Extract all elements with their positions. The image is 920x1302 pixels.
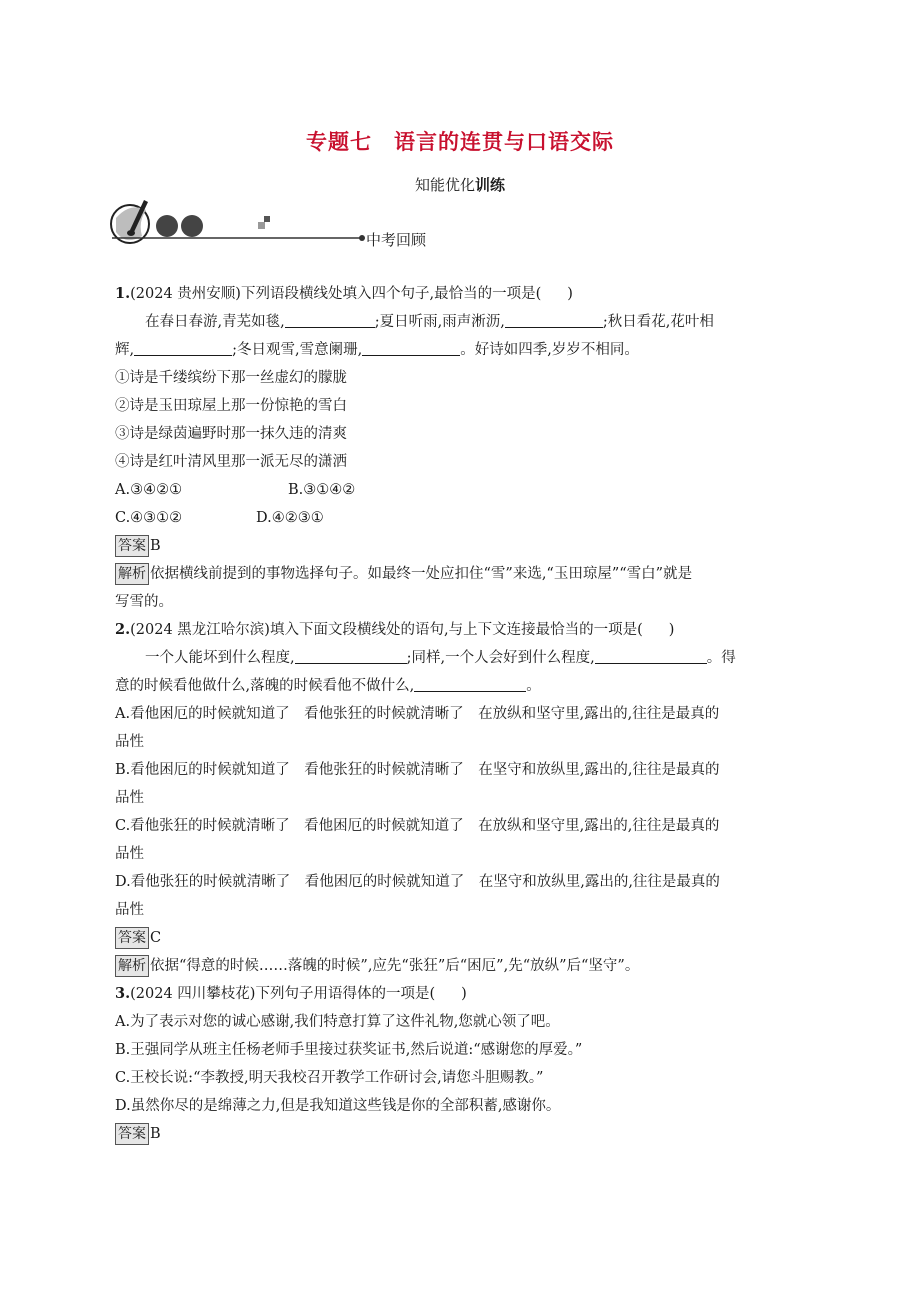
answer-blank[interactable] bbox=[134, 339, 232, 356]
q1-stem-close: ) bbox=[567, 286, 573, 302]
q3-stem bbox=[115, 980, 805, 1008]
q1-item: ④诗是红叶清风里那一派无尽的潇洒 bbox=[115, 454, 347, 470]
q2-option-d[interactable]: D.看他张狂的时候就清晰了 看他困厄的时候就知道了 在坚守和放纵里,露出的,往往是最真的 bbox=[115, 874, 720, 890]
banner-dot-1 bbox=[156, 215, 178, 237]
banner-square-light bbox=[258, 222, 265, 229]
q2-option-b[interactable]: B.看他困厄的时候就知道了 看他张狂的时候就清晰了 在坚守和放纵里,露出的,往往是最真的 bbox=[115, 762, 720, 778]
answer-blank[interactable] bbox=[595, 647, 707, 664]
q2-stem-close: ) bbox=[668, 622, 675, 638]
q2-passage-part: 。 bbox=[526, 678, 541, 694]
brush-tip bbox=[127, 230, 135, 236]
q2-option-tail: 品性 bbox=[115, 902, 144, 918]
q3-option-a[interactable]: A.为了表示对您的诚心感谢,我们特意打算了这件礼物,您就心领了吧。 bbox=[115, 1014, 560, 1030]
answer-tag: 答案 bbox=[115, 535, 149, 557]
q1-option-d[interactable]: D.④②③① bbox=[256, 510, 324, 526]
q1-option-c[interactable]: C.④③①② bbox=[115, 510, 183, 526]
answer-tag: 答案 bbox=[115, 927, 149, 949]
q3-option-d[interactable]: D.虽然你尽的是绵薄之力,但是我知道这些钱是你的全部积蓄,感谢你。 bbox=[115, 1098, 561, 1114]
q2-passage-part: 一个人能坏到什么程度, bbox=[145, 650, 295, 666]
page-title: 专题七 语言的连贯与口语交际 bbox=[306, 130, 614, 154]
answer-blank[interactable] bbox=[362, 339, 460, 356]
q3-option-c[interactable]: C.王校长说:“李教授,明天我校召开教学工作研讨会,请您斗胆赐教。” bbox=[115, 1070, 544, 1086]
q2-option-tail: 品性 bbox=[115, 846, 144, 862]
answer-blank[interactable] bbox=[505, 311, 603, 328]
q3-stem-close: ) bbox=[461, 986, 467, 1002]
answer-tag: 答案 bbox=[115, 1123, 149, 1145]
q3-answer bbox=[115, 1120, 805, 1148]
q3-number: 3. bbox=[115, 985, 131, 1002]
q2-passage-part: 意的时候看他做什么,落魄的时候看他不做什么, bbox=[115, 678, 415, 694]
analysis-tag: 解析 bbox=[115, 563, 149, 585]
q2-passage-part: ;同样,一个人会好到什么程度, bbox=[406, 650, 595, 666]
q1-option-a[interactable]: A.③④②① bbox=[115, 482, 183, 498]
page-subtitle bbox=[0, 174, 920, 195]
q1-passage-part: 。好诗如四季,岁岁不相同。 bbox=[460, 342, 639, 358]
q1-item: ②诗是玉田琼屋上那一份惊艳的雪白 bbox=[115, 398, 347, 414]
subtitle-plain: 知能优化 bbox=[414, 176, 475, 194]
q1-item: ①诗是千缕缤纷下那一丝虚幻的朦胧 bbox=[115, 370, 347, 386]
q2-answer bbox=[115, 924, 805, 952]
banner-rule-end-dot bbox=[359, 235, 365, 241]
q1-passage-part: 辉, bbox=[115, 342, 135, 358]
questions-content bbox=[115, 280, 805, 1148]
q1-answer-value: B bbox=[150, 538, 161, 554]
q2-passage-part: 。得 bbox=[706, 650, 736, 666]
banner-square-dark bbox=[264, 216, 270, 222]
q2-analysis bbox=[115, 952, 805, 980]
q1-analysis-text: 依据横线前提到的事物选择句子。如最终一处应扣住“雪”来选,“玉田琼屋”“雪白”就是 bbox=[150, 566, 693, 582]
q2-option-c[interactable]: C.看他张狂的时候就清晰了 看他困厄的时候就知道了 在放纵和坚守里,露出的,往往是最真的 bbox=[115, 818, 720, 834]
q1-number: 1. bbox=[115, 285, 131, 302]
q2-number: 2. bbox=[115, 621, 131, 638]
q2-option-tail: 品性 bbox=[115, 790, 144, 806]
q1-answer bbox=[115, 532, 805, 560]
q1-analysis bbox=[115, 560, 805, 588]
q2-option-tail: 品性 bbox=[115, 734, 144, 750]
q1-options-row-2 bbox=[115, 504, 805, 532]
q3-option-b[interactable]: B.王强同学从班主任杨老师手里接过获奖证书,然后说道:“感谢您的厚爱。” bbox=[115, 1042, 583, 1058]
q1-stem bbox=[115, 280, 805, 308]
subtitle-bold: 训练 bbox=[475, 176, 506, 194]
q3-answer-value: B bbox=[150, 1126, 161, 1142]
analysis-tag: 解析 bbox=[115, 955, 149, 977]
q3-stem-text: (2024 四川攀枝花)下列句子用语得体的一项是( bbox=[130, 986, 436, 1002]
q1-passage-line-2 bbox=[115, 336, 805, 364]
q2-answer-value: C bbox=[150, 930, 162, 946]
section-label: 中考回顾 bbox=[366, 231, 427, 249]
banner-dot-2 bbox=[181, 215, 203, 237]
q2-passage-line-2 bbox=[115, 672, 805, 700]
answer-blank[interactable] bbox=[414, 675, 526, 692]
q1-passage-part: ;冬日观雪,雪意阑珊, bbox=[232, 342, 363, 358]
answer-blank[interactable] bbox=[285, 311, 375, 328]
q1-passage-part: ;秋日看花,花叶相 bbox=[602, 314, 714, 330]
q1-analysis-cont: 写雪的。 bbox=[115, 594, 173, 610]
q2-passage-line-1 bbox=[115, 644, 805, 672]
q1-options-row-1 bbox=[115, 476, 805, 504]
q2-analysis-text: 依据“得意的时候……落魄的时候”,应先“张狂”后“困厄”,先“放纵”后“坚守”。 bbox=[150, 958, 640, 974]
q2-stem bbox=[115, 616, 805, 644]
q2-option-a[interactable]: A.看他困厄的时候就知道了 看他张狂的时候就清晰了 在放纵和坚守里,露出的,往往是最真的 bbox=[115, 706, 720, 722]
q1-passage-part: ;夏日听雨,雨声淅沥, bbox=[374, 314, 505, 330]
q2-stem-text: (2024 黑龙江哈尔滨)填入下面文段横线处的语句,与上下文连接最恰当的一项是( bbox=[130, 622, 643, 638]
q1-option-b[interactable]: B.③①④② bbox=[288, 482, 356, 498]
q1-passage-line-1 bbox=[115, 308, 805, 336]
q1-stem-text: (2024 贵州安顺)下列语段横线处填入四个句子,最恰当的一项是( bbox=[130, 286, 542, 302]
q1-item: ③诗是绿茵遍野时那一抹久违的清爽 bbox=[115, 426, 347, 442]
q1-passage-part: 在春日春游,青芜如毯, bbox=[145, 314, 285, 330]
answer-blank[interactable] bbox=[295, 647, 407, 664]
